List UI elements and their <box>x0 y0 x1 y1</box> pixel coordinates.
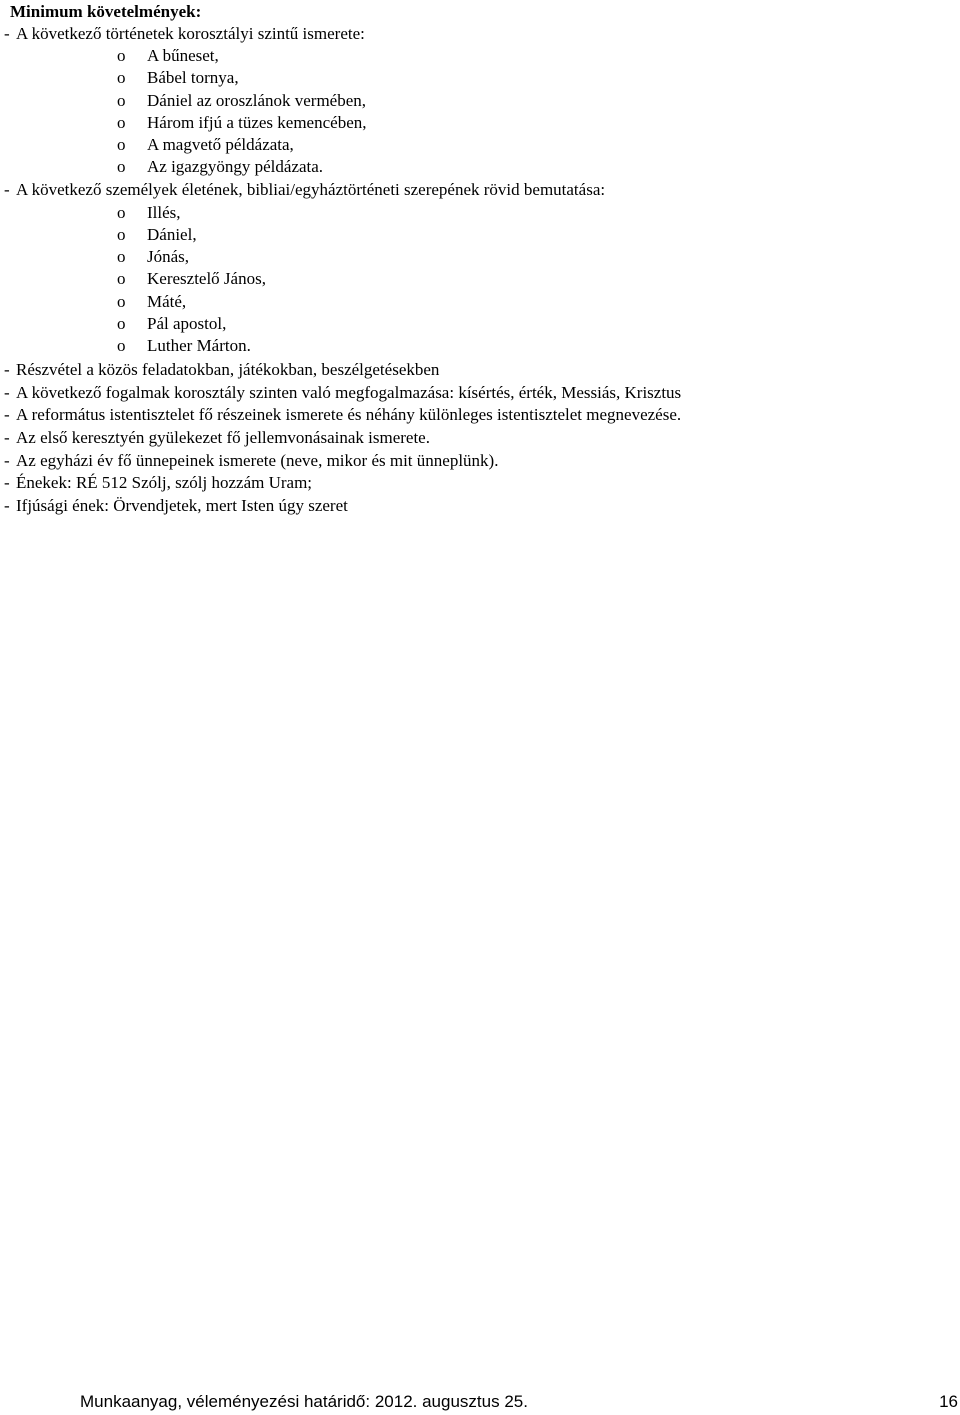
requirement-text: Ifjúsági ének: Örvendjetek, mert Isten úgy szeret <box>16 496 348 515</box>
dash-bullet: - <box>4 180 10 199</box>
list-item <box>117 224 197 246</box>
list-item <box>117 67 239 89</box>
list-item-text: Bábel tornya, <box>147 68 239 87</box>
requirement-line <box>4 23 365 45</box>
requirement-line <box>4 427 430 449</box>
list-item <box>117 246 189 268</box>
circle-bullet-icon: o <box>117 135 126 154</box>
dash-bullet: - <box>4 24 10 43</box>
requirement-text: Részvétel a közös feladatokban, játékokban, beszélgetésekben <box>16 360 440 379</box>
list-item <box>117 112 367 134</box>
circle-bullet-icon: o <box>117 336 126 355</box>
dash-bullet: - <box>4 428 10 447</box>
list-item-text: A bűneset, <box>147 46 219 65</box>
circle-bullet-icon: o <box>117 68 126 87</box>
requirement-text: A következő személyek életének, bibliai/egyháztörténeti szerepének rövid bemutatása: <box>16 180 606 199</box>
list-item <box>117 202 181 224</box>
requirement-line <box>4 472 312 494</box>
list-item-text: Három ifjú a tüzes kemencében, <box>147 113 367 132</box>
requirement-text: Énekek: RÉ 512 Szólj, szólj hozzám Uram; <box>16 473 313 492</box>
dash-bullet: - <box>4 383 10 402</box>
circle-bullet-icon: o <box>117 46 126 65</box>
list-item-text: Dániel az oroszlánok vermében, <box>147 91 367 110</box>
circle-bullet-icon: o <box>117 203 126 222</box>
list-item <box>117 134 294 156</box>
requirement-text: A következő történetek korosztályi szintű ismerete: <box>16 24 365 43</box>
list-item-text: Máté, <box>147 292 187 311</box>
dash-bullet: - <box>4 451 10 470</box>
list-item-text: A magvető példázata, <box>147 135 294 154</box>
circle-bullet-icon: o <box>117 314 126 333</box>
circle-bullet-icon: o <box>117 113 126 132</box>
requirement-line <box>4 382 681 404</box>
dash-bullet: - <box>4 405 10 424</box>
dash-bullet: - <box>4 496 10 515</box>
list-item-text: Luther Márton. <box>147 336 251 355</box>
section-heading: Minimum követelmények: <box>10 2 202 21</box>
list-item <box>117 90 366 112</box>
circle-bullet-icon: o <box>117 247 126 266</box>
list-item <box>117 45 219 67</box>
circle-bullet-icon: o <box>117 91 126 110</box>
list-item <box>117 268 266 290</box>
footer-text: Munkaanyag, véleményezési határidő: 2012. augusztus 25. <box>80 1392 528 1411</box>
list-item-text: Keresztelő János, <box>147 269 266 288</box>
requirement-text: A református istentisztelet fő részeinek ismerete és néhány különleges istentisztelet megnevezése. <box>16 405 682 424</box>
circle-bullet-icon: o <box>117 157 126 176</box>
list-item-text: Pál apostol, <box>147 314 227 333</box>
requirement-line <box>4 495 348 517</box>
circle-bullet-icon: o <box>117 292 126 311</box>
dash-bullet: - <box>4 473 10 492</box>
circle-bullet-icon: o <box>117 269 126 288</box>
list-item <box>117 156 323 178</box>
list-item-text: Az igazgyöngy példázata. <box>147 157 324 176</box>
requirement-line <box>4 179 605 201</box>
list-item-text: Jónás, <box>147 247 190 266</box>
requirement-line <box>4 359 439 381</box>
requirement-line <box>4 450 498 472</box>
list-item <box>117 335 251 357</box>
list-item-text: Illés, <box>147 203 181 222</box>
list-item <box>117 291 186 313</box>
list-item <box>117 313 226 335</box>
requirement-text: Az egyházi év fő ünnepeinek ismerete (neve, mikor és mit ünneplünk). <box>16 451 499 470</box>
circle-bullet-icon: o <box>117 225 126 244</box>
requirement-line <box>4 404 681 426</box>
requirement-text: A következő fogalmak korosztály szinten való megfogalmazása: kísértés, érték, Messiás, Krisztus <box>16 383 682 402</box>
page-number: 16 <box>939 1392 958 1411</box>
dash-bullet: - <box>4 360 10 379</box>
requirement-text: Az első keresztyén gyülekezet fő jellemvonásainak ismerete. <box>16 428 430 447</box>
list-item-text: Dániel, <box>147 225 197 244</box>
